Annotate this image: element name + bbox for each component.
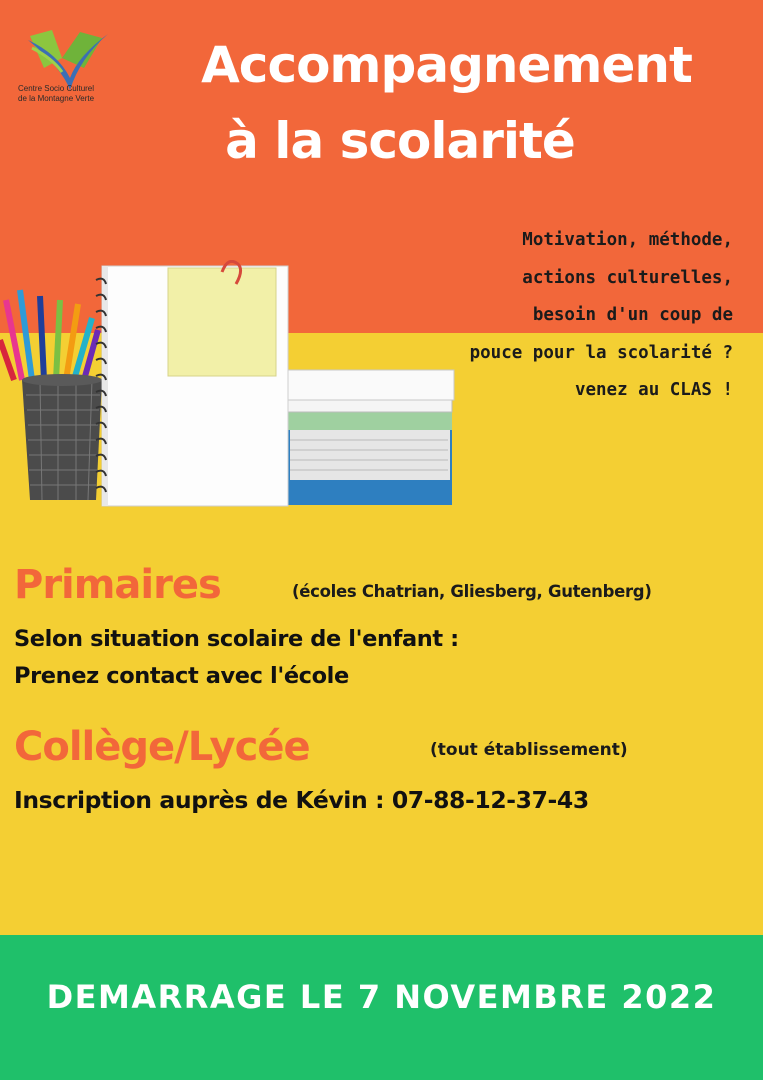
primaires-line-2: Prenez contact avec l'école <box>14 663 349 689</box>
primaires-note: (écoles Chatrian, Gliesberg, Gutenberg) <box>292 582 652 601</box>
primaires-heading: Primaires <box>14 562 221 608</box>
page-title-line-1: Accompagnement <box>201 36 692 94</box>
sticky-note-icon <box>168 261 276 376</box>
pencils-icon <box>0 290 98 380</box>
start-date-banner: DEMARRAGE LE 7 NOVEMBRE 2022 <box>46 978 717 1016</box>
page-title-line-2: à la scolarité <box>225 112 575 170</box>
tagline-line: venez au CLAS ! <box>574 380 733 400</box>
logo-text <box>18 84 128 104</box>
tagline-line: besoin d'un coup de <box>532 305 733 325</box>
tagline-line: actions culturelles, <box>522 267 733 288</box>
logo-line-2: de la Montagne Verte <box>18 94 95 103</box>
tagline-line: pouce pour la scolarité ? <box>469 342 733 363</box>
pencil-cup-icon <box>22 374 102 500</box>
college-note: (tout établissement) <box>430 740 628 760</box>
school-supplies-icon <box>0 260 470 510</box>
college-line-1: Inscription auprès de Kévin : 07-88-12-37-43 <box>14 786 589 814</box>
college-heading: Collège/Lycée <box>14 724 310 770</box>
primaires-line-1: Selon situation scolaire de l'enfant : <box>14 626 459 652</box>
tagline-line: Motivation, méthode, <box>522 230 733 250</box>
books-icon <box>282 370 454 505</box>
logo-line-1: Centre Socio Culturel <box>18 84 95 93</box>
